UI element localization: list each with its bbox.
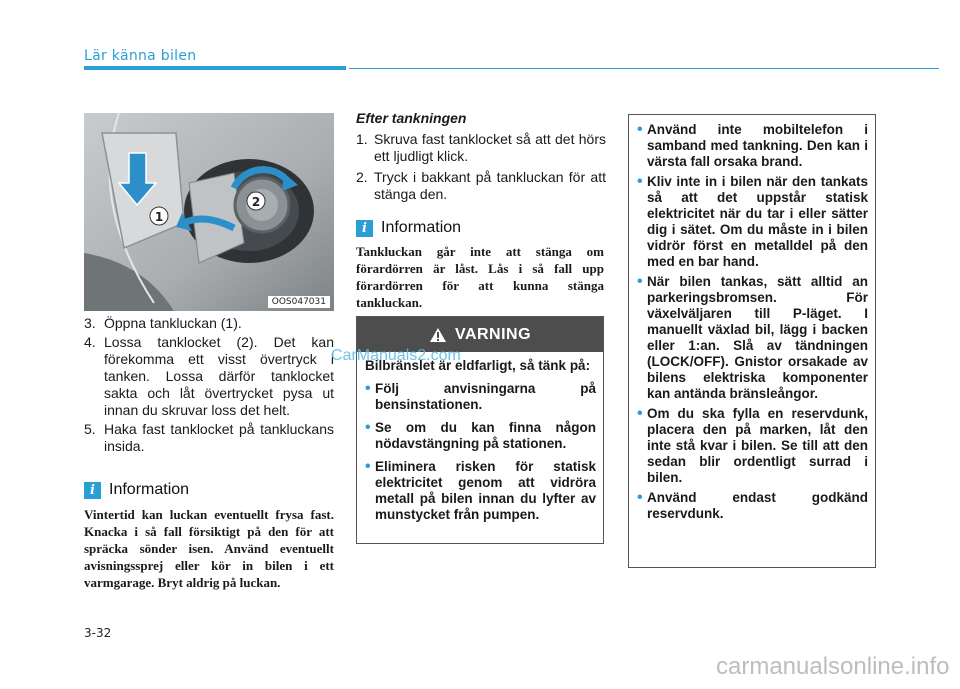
bullet-icon: • — [637, 273, 643, 290]
info-icon: i — [84, 482, 101, 499]
bullet-icon: • — [365, 380, 371, 397]
left-info-heading — [84, 481, 189, 499]
bullet-icon: • — [365, 419, 371, 436]
footer-watermark: carmanualsonline.info — [716, 653, 950, 680]
page-number: 3-32 — [84, 626, 112, 640]
list-item: • Följ anvisningarna på bensinstationen. — [365, 380, 596, 412]
list-item: • Om du ska fylla en reservdunk, placera den på marken, låt den inte stå kvar i bilen. Se till att den sedan blir ordentligt surrad i bilen. — [637, 405, 868, 485]
info-title: Information — [381, 219, 462, 236]
warning-triangle-icon — [429, 327, 447, 343]
warning-body — [357, 352, 603, 523]
info-title: Information — [109, 481, 190, 498]
fuel-door-illustration — [84, 113, 334, 311]
list-item: • Använd endast godkänd reservdunk. — [637, 489, 868, 521]
callout-2: 2 — [251, 195, 261, 209]
list-item: • Se om du kan finna någon nödavstängning på stationen. — [365, 419, 596, 451]
list-item: 5. Haka fast tanklocket på tankluckans insida. — [84, 421, 334, 454]
bullet-icon: • — [637, 489, 643, 506]
after-steps — [356, 131, 606, 207]
bullet-icon: • — [637, 405, 643, 422]
warning-intro: Bilbränslet är eldfarligt, så tänk på: — [365, 358, 591, 373]
header-rule-thick — [84, 66, 346, 70]
list-item: 4. Lossa tanklocket (2). Det kan förekomma ett visst övertryck i tanken. Lossa därför tanklocket sakta och låt övertrycket pysa ut innan du skruvar loss det helt. — [84, 334, 334, 418]
left-steps — [84, 315, 334, 457]
bullet-icon: • — [365, 458, 371, 475]
mid-info-heading — [356, 219, 461, 237]
list-item: • Kliv inte in i bilen när den tankats så att det uppstår statisk elektricitet när du tar i eller sätter dig i sätet. Om du måste in i bilen vidrör först en metalldel på den med en bar hand. — [637, 173, 868, 269]
callout-1: 1 — [154, 210, 164, 224]
fuel-door-photo — [84, 113, 334, 311]
list-item: 1. Skruva fast tanklocket så att det hörs ett ljudligt klick. — [356, 131, 606, 164]
info-icon: i — [356, 220, 373, 237]
list-item: • Eliminera risken för statisk elektricitet genom att vidröra metall på bilen innan du lyfter av munstycket från pumpen. — [365, 458, 596, 522]
list-item: • Använd inte mobiltelefon i samband med tankning. Den kan i värsta fall orsaka brand. — [637, 121, 868, 169]
photo-code: OOS047031 — [268, 296, 330, 308]
watermark: CarManuals2.com — [331, 347, 461, 364]
list-item: 2. Tryck i bakkant på tankluckan för att stänga den. — [356, 169, 606, 202]
bullet-icon: • — [637, 173, 643, 190]
right-warning-box — [628, 114, 876, 568]
mid-info-body: Tankluckan går inte att stänga om förardörren är låst. Lås i så fall upp förardörren för att kunna stänga tankluckan. — [356, 244, 604, 310]
list-item: 3. Öppna tankluckan (1). — [84, 315, 242, 331]
bullet-icon: • — [637, 121, 643, 138]
list-item: • När bilen tankas, sätt alltid an parkeringsbromsen. För växelväljaren till P-läget. I manuellt växlad bil, lägg i backen eller 1:an. Slå av tändningen (LOCK/OFF). Gnistor orsakade av bilens elektriska komponenter kan antända bränsleångor. — [637, 273, 868, 401]
warning-title: VARNING — [454, 325, 532, 343]
after-title: Efter tankningen — [356, 110, 467, 126]
section-title: Lär känna bilen — [84, 48, 197, 64]
header-rule-thin — [349, 68, 939, 69]
left-info-body: Vintertid kan luckan eventuellt frysa fast. Knacka i så fall försiktigt på den för att spräcka sönder isen. Använd eventuellt avisningssprej eller kör in bilen i ett varmgarage. Bryt aldrig på luckan. — [84, 507, 334, 590]
